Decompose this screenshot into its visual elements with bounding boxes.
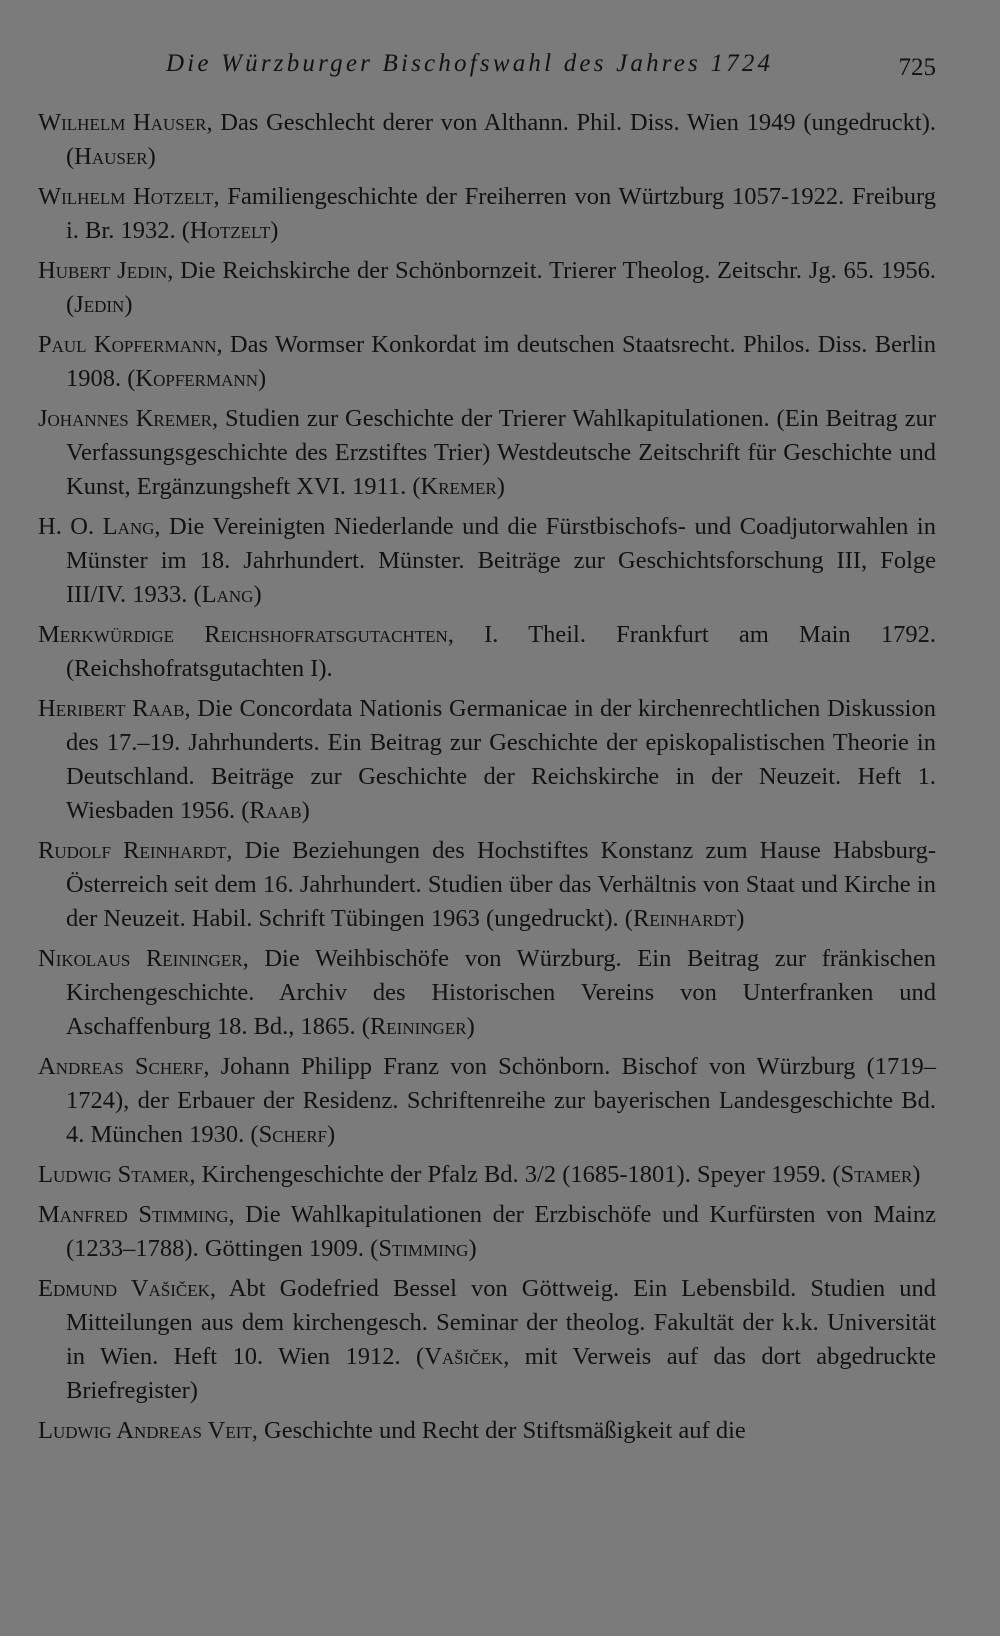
bibliography-entry <box>38 1158 936 1192</box>
page-header <box>40 50 936 90</box>
bibliography-entry <box>38 692 936 828</box>
entry-tail: ) <box>147 143 156 170</box>
entry-author: Heribert Raab <box>38 695 185 722</box>
entry-text: , Kirchengeschichte der Pfalz Bd. 3/2 (1685-1801). Speyer 1959. ( <box>189 1161 841 1188</box>
bibliography-entry <box>38 834 936 936</box>
entry-tail: ) <box>270 217 279 244</box>
bibliography-entry <box>38 1198 936 1266</box>
entry-author: Wilhelm Hotzelt <box>38 183 214 210</box>
entry-short-title: Hotzelt <box>189 217 271 244</box>
bibliography-entry <box>38 510 936 612</box>
entry-text: , Abt Godefried Bessel von Göttweig. Ein Lebensbild. Studien und Mitteilungen aus dem kirchengesch. Seminar der theolog. Fakultät der k.k. Universität in Wien. Heft 10. Wien 1912. ( <box>66 1275 936 1370</box>
entry-short-title: Kopfermann <box>135 365 258 392</box>
bibliography-entry <box>38 180 936 248</box>
entry-tail: ) <box>124 291 133 318</box>
entry-author: Johannes Kremer <box>38 405 212 432</box>
entry-short-title: Stamer <box>840 1161 913 1188</box>
entry-text: , Die Beziehungen des Hochstiftes Konstanz zum Hause Habsburg-Österreich seit dem 16. Jahrhundert. Studien über das Verhältnis von Staat und Kirche in der Neuzeit. Habil. Schrift Tübingen 1963 (ungedruckt). ( <box>66 837 937 932</box>
entry-short-title: Hauser <box>74 143 148 170</box>
entry-short-title: Jedin <box>74 291 125 318</box>
bibliography-entry <box>38 1272 936 1408</box>
entry-short-title: Stimming <box>378 1235 469 1262</box>
entry-author: Andreas Scherf <box>38 1053 204 1080</box>
entry-short-title: Raab <box>249 797 302 824</box>
entry-tail: ) <box>496 473 505 500</box>
entry-text: , Das Geschlecht derer von Althann. Phil. Diss. Wien 1949 (ungedruckt). ( <box>66 109 936 170</box>
entry-text: , Johann Philipp Franz von Schönborn. Bischof von Würzburg (1719–1724), der Erbauer der Residenz. Schriftenreihe zur bayerischen Landesgeschichte Bd. 4. München 1930. ( <box>66 1053 937 1148</box>
entry-tail: ) <box>253 581 262 608</box>
entry-tail: ) <box>327 1121 336 1148</box>
entry-author: Merkwürdige Reichshofratsgutachten <box>38 621 448 648</box>
entry-short-title: Vašiček <box>424 1343 504 1370</box>
entry-author: Ludwig Stamer <box>38 1161 190 1188</box>
entry-tail: ) <box>468 1235 477 1262</box>
entry-text: , Die Weihbischöfe von Würzburg. Ein Beitrag zur fränkischen Kirchengeschichte. Archiv des Historischen Vereins von Unterfranken und Aschaffenburg 18. Bd., 1865. ( <box>66 945 936 1040</box>
entry-text: , Die Wahlkapitulationen der Erzbischöfe und Kurfürsten von Mainz (1233–1788). Göttingen 1909. ( <box>66 1201 936 1262</box>
entry-author: Hubert Jedin <box>38 257 168 284</box>
entry-short-title: Lang <box>201 581 254 608</box>
entry-author: Ludwig Andreas Veit <box>38 1417 252 1444</box>
bibliography-list <box>38 106 936 1454</box>
entry-short-title: Kremer <box>420 473 497 500</box>
entry-author: Rudolf Reinhardt <box>38 837 227 864</box>
running-title: Die Würzburger Bischofswahl des Jahres 1724 <box>166 50 774 77</box>
bibliography-entry <box>38 402 936 504</box>
entry-text: , I. Theil. Frankfurt am Main 1792. (Reichshofratsgutachten I). <box>66 621 936 682</box>
bibliography-entry <box>38 328 936 396</box>
entry-tail: ) <box>736 905 745 932</box>
entry-author: Wilhelm Hauser <box>38 109 207 136</box>
bibliography-entry <box>38 942 936 1044</box>
entry-tail: ) <box>257 365 267 392</box>
entry-short-title: Reinhardt <box>632 905 737 932</box>
entry-text: , Die Vereinigten Niederlande und die Fürstbischofs- und Coadjutorwahlen in Münster im 18. Jahrhundert. Münster. Beiträge zur Geschichtsforschung III, Folge III/IV. 1933. ( <box>66 513 936 608</box>
entry-text: , Das Wormser Konkordat im deutschen Staatsrecht. Philos. Diss. Berlin 1908. ( <box>66 331 936 392</box>
entry-author: Paul Kopfermann <box>38 331 217 358</box>
entry-text: , Studien zur Geschichte der Trierer Wahlkapitulationen. (Ein Beitrag zur Verfassungsgeschichte des Erzstiftes Trier) Westdeutsche Zeitschrift für Geschichte und Kunst, Ergänzungsheft XVI. 1911. ( <box>66 405 936 500</box>
bibliography-entry <box>38 1414 936 1448</box>
entry-text: , Die Concordata Nationis Germanicae in der kirchenrechtlichen Diskussion des 17.–19. Jahrhunderts. Ein Beitrag zur Geschichte der episkopalistischen Theorie in Deutschland. Beiträge zur Geschichte der Reichskirche in der Neuzeit. Heft 1. Wiesbaden 1956. ( <box>66 695 936 824</box>
entry-author: Edmund Vašiček <box>38 1275 210 1302</box>
entry-tail: ) <box>912 1161 921 1188</box>
entry-text: , Die Reichskirche der Schönbornzeit. Trierer Theolog. Zeitschr. Jg. 65. 1956. ( <box>66 257 936 318</box>
entry-short-title: Reininger <box>369 1013 467 1040</box>
entry-tail: , mit Verweis auf das dort abgedruckte Briefregister) <box>66 1343 936 1404</box>
bibliography-entry <box>38 254 936 322</box>
entry-text: , Geschichte und Recht der Stiftsmäßigkeit auf die <box>251 1417 746 1444</box>
entry-tail: ) <box>301 797 310 824</box>
bibliography-entry <box>38 618 936 686</box>
entry-tail: ) <box>466 1013 475 1040</box>
entry-short-title: Scherf <box>258 1121 327 1148</box>
page-number: 725 <box>898 54 936 81</box>
entry-author: Manfred Stimming <box>38 1201 229 1228</box>
bibliography-entry <box>38 1050 936 1152</box>
entry-author: H. O. Lang <box>38 513 155 540</box>
bibliography-entry <box>38 106 936 174</box>
entry-text: , Familiengeschichte der Freiherren von Würtzburg 1057-1922. Freiburg i. Br. 1932. ( <box>66 183 936 244</box>
entry-author: Nikolaus Reininger <box>38 945 243 972</box>
